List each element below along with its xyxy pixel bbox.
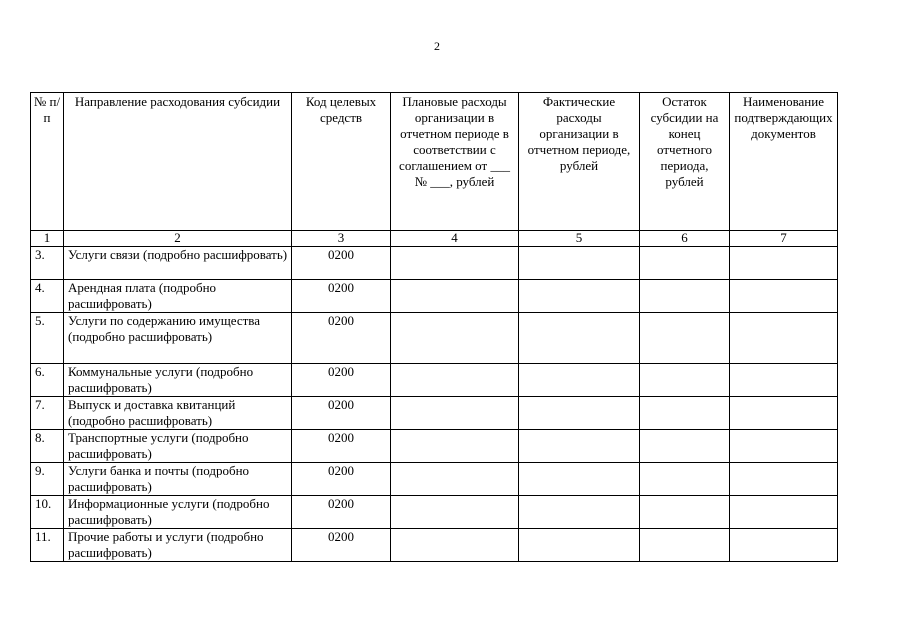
row-number: 10.	[31, 496, 64, 529]
row-number: 8.	[31, 430, 64, 463]
header-cell-planned: Плановые расходы организации в отчетном периоде в соответствии с соглашением от ___ № ___, рублей	[391, 93, 519, 231]
table-row	[31, 280, 838, 313]
row-actual-cell	[519, 529, 640, 562]
row-documents-cell	[730, 313, 838, 364]
row-actual-cell	[519, 430, 640, 463]
column-number: 5	[519, 231, 640, 247]
row-documents-cell	[730, 280, 838, 313]
row-direction: Услуги банка и почты (подробно расшифровать)	[64, 463, 292, 496]
header-cell-remainder: Остаток субсидии на конец отчетного периода, рублей	[640, 93, 730, 231]
row-planned-cell	[391, 463, 519, 496]
row-direction: Транспортные услуги (подробно расшифровать)	[64, 430, 292, 463]
column-number: 3	[292, 231, 391, 247]
row-documents-cell	[730, 364, 838, 397]
row-planned-cell	[391, 364, 519, 397]
table-row	[31, 496, 838, 529]
header-cell-number: № п/п	[31, 93, 64, 231]
row-planned-cell	[391, 397, 519, 430]
row-documents-cell	[730, 397, 838, 430]
header-cell-code: Код целевых средств	[292, 93, 391, 231]
row-number: 7.	[31, 397, 64, 430]
row-actual-cell	[519, 496, 640, 529]
row-code: 0200	[292, 430, 391, 463]
row-planned-cell	[391, 247, 519, 280]
row-direction: Коммунальные услуги (подробно расшифровать)	[64, 364, 292, 397]
row-remainder-cell	[640, 280, 730, 313]
row-code: 0200	[292, 247, 391, 280]
table-row	[31, 313, 838, 364]
table-row	[31, 529, 838, 562]
row-documents-cell	[730, 430, 838, 463]
row-number: 4.	[31, 280, 64, 313]
row-number: 9.	[31, 463, 64, 496]
column-number-row	[31, 231, 838, 247]
table-row	[31, 247, 838, 280]
row-number: 11.	[31, 529, 64, 562]
row-code: 0200	[292, 313, 391, 364]
row-remainder-cell	[640, 496, 730, 529]
row-documents-cell	[730, 463, 838, 496]
row-planned-cell	[391, 280, 519, 313]
column-number: 2	[64, 231, 292, 247]
header-row	[31, 93, 838, 231]
row-direction: Выпуск и доставка квитанций (подробно расшифровать)	[64, 397, 292, 430]
column-number: 1	[31, 231, 64, 247]
row-planned-cell	[391, 430, 519, 463]
row-remainder-cell	[640, 529, 730, 562]
row-number: 6.	[31, 364, 64, 397]
row-actual-cell	[519, 280, 640, 313]
row-planned-cell	[391, 529, 519, 562]
table-row	[31, 430, 838, 463]
table-row	[31, 364, 838, 397]
row-number: 5.	[31, 313, 64, 364]
row-direction: Услуги по содержанию имущества (подробно расшифровать)	[64, 313, 292, 364]
row-documents-cell	[730, 247, 838, 280]
row-code: 0200	[292, 496, 391, 529]
page-number: 2	[434, 39, 440, 53]
row-number: 3.	[31, 247, 64, 280]
header-cell-actual: Фактические расходы организации в отчетном периоде, рублей	[519, 93, 640, 231]
column-number: 6	[640, 231, 730, 247]
row-remainder-cell	[640, 430, 730, 463]
row-code: 0200	[292, 364, 391, 397]
row-actual-cell	[519, 247, 640, 280]
row-actual-cell	[519, 364, 640, 397]
row-code: 0200	[292, 529, 391, 562]
row-actual-cell	[519, 397, 640, 430]
row-remainder-cell	[640, 247, 730, 280]
row-direction: Услуги связи (подробно расшифровать)	[64, 247, 292, 280]
row-actual-cell	[519, 313, 640, 364]
row-documents-cell	[730, 496, 838, 529]
header-cell-documents: Наименование подтверждающих документов	[730, 93, 838, 231]
subsidy-expense-table	[30, 92, 838, 562]
table-row	[31, 397, 838, 430]
row-code: 0200	[292, 280, 391, 313]
row-remainder-cell	[640, 364, 730, 397]
row-direction: Информационные услуги (подробно расшифровать)	[64, 496, 292, 529]
row-direction: Прочие работы и услуги (подробно расшифровать)	[64, 529, 292, 562]
row-actual-cell	[519, 463, 640, 496]
row-direction: Арендная плата (подробно расшифровать)	[64, 280, 292, 313]
header-cell-direction: Направление расходования субсидии	[64, 93, 292, 231]
column-number: 4	[391, 231, 519, 247]
column-number: 7	[730, 231, 838, 247]
row-code: 0200	[292, 463, 391, 496]
row-remainder-cell	[640, 397, 730, 430]
row-planned-cell	[391, 496, 519, 529]
row-code: 0200	[292, 397, 391, 430]
row-remainder-cell	[640, 313, 730, 364]
row-documents-cell	[730, 529, 838, 562]
row-remainder-cell	[640, 463, 730, 496]
table-row	[31, 463, 838, 496]
row-planned-cell	[391, 313, 519, 364]
